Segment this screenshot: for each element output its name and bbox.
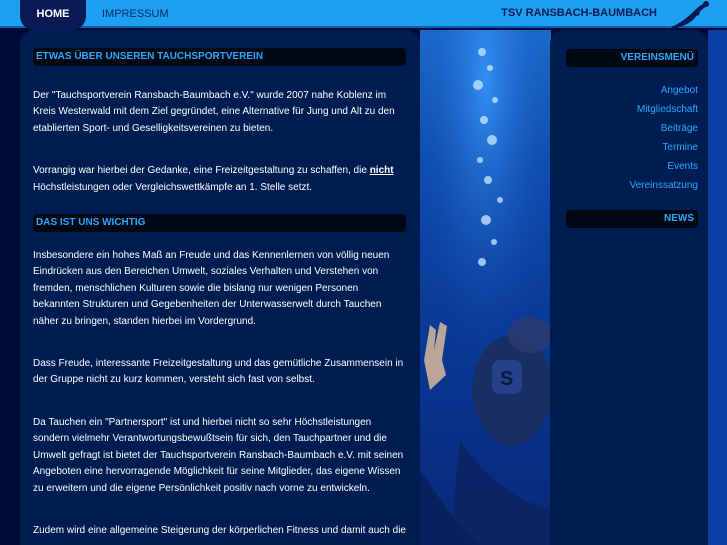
svg-text:S: S [500,368,514,390]
section-title-about: ETWAS ÜBER UNSEREN TAUCHSPORTVEREIN [33,48,406,66]
sidebar-link-beitraege[interactable]: Beiträge [660,123,698,134]
top-navigation-bar [0,0,727,28]
paragraph-partner: Da Tauchen ein "Partnersport" ist und hierbei nicht so sehr Höchstleistungen sondern vielmehr Verantwortungsbewußtsein für sich, den Tauchpartner und die Umwelt gefragt ist bietet der Tauchsportverein Ransbach-Baumbach e.V. mit seinen Angeboten eine hervorragende Möglichkeit für seine Mitglieder, das eigene Wissen zu erweitern und die eigene Persönlichkeit positiv nach vorne zu entwickeln. [33,416,404,494]
paragraph-fitness: Zudem wird eine allgemeine Steigerung der körperlichen Fitness und damit auch die [33,524,406,536]
paragraph-fun: Dass Freude, interessante Freizeitgestaltung und das gemütliche Zusammensein in der Gruppe nicht zu kurz kommen, versteht sich fast von selbst. [33,358,404,386]
sidebar-link-mitgliedschaft[interactable]: Mitgliedschaft [636,104,698,115]
emphasis-nicht: nicht [369,165,394,177]
diver-logo-icon [669,0,711,30]
sidebar-news-title: NEWS [566,210,698,228]
sidebar-item-beitraege [566,117,698,136]
sidebar-item-angebot [566,79,698,98]
paragraph-goal-end: Höchstleistungen oder Vergleichswettkämpfe an 1. Stelle setzt. [33,181,313,193]
sidebar-item-mitgliedschaft [566,98,698,117]
sidebar-menu-title: VEREINSMENÜ [566,49,698,67]
section-title-important: DAS IST UNS WICHTIG [33,214,406,232]
sidebar [550,30,708,545]
main-content [20,30,420,545]
sidebar-item-termine [566,136,698,155]
nav-home-link[interactable]: HOME [20,0,86,30]
paragraph-goal [33,163,406,196]
site-name: TSV RANSBACH-BAUMBACH [501,7,657,19]
sidebar-link-termine[interactable]: Termine [662,142,698,153]
diver-illustration [420,30,551,545]
sidebar-menu [566,67,698,193]
sidebar-link-events[interactable]: Events [667,161,698,172]
paragraph-goal-start: Vorrangig war hierbei der Gedanke, eine Freizeitgestaltung zu schaffen, die [33,165,370,177]
paragraph-intro: Der "Tauchsportverein Ransbach-Baumbach e.V." wurde 2007 nahe Koblenz im Kreis Westerwald mit dem Ziel gegründet, eine Alternative für Jung und Alt zu den etablierten Sport- und Geselligkeitsvereinen zu bieten. [33,90,395,134]
sidebar-item-vereinssatzung [566,174,698,193]
right-edge-strip [708,30,727,545]
sidebar-item-events [566,155,698,174]
paragraph-focus: Insbesondere ein hohes Maß an Freude und das Kennenlernen von völlig neuen Eindrücken aus den Bereichen Umwelt, soziales Verhalten und Verstehen von fremden, menschlichen Kulturen sowie die bislang nur wenigen Personen bekannten Strukturen und Gegebenheiten der Unterwasserwelt durch Tauchen näher zu bringen, standen hierbei im Vordergrund. [33,250,390,327]
nav-impressum-link[interactable]: IMPRESSUM [102,8,169,20]
sidebar-link-angebot[interactable]: Angebot [660,85,698,96]
diver-photo [420,30,551,545]
sidebar-link-vereinssatzung[interactable]: Vereinssatzung [629,180,698,191]
